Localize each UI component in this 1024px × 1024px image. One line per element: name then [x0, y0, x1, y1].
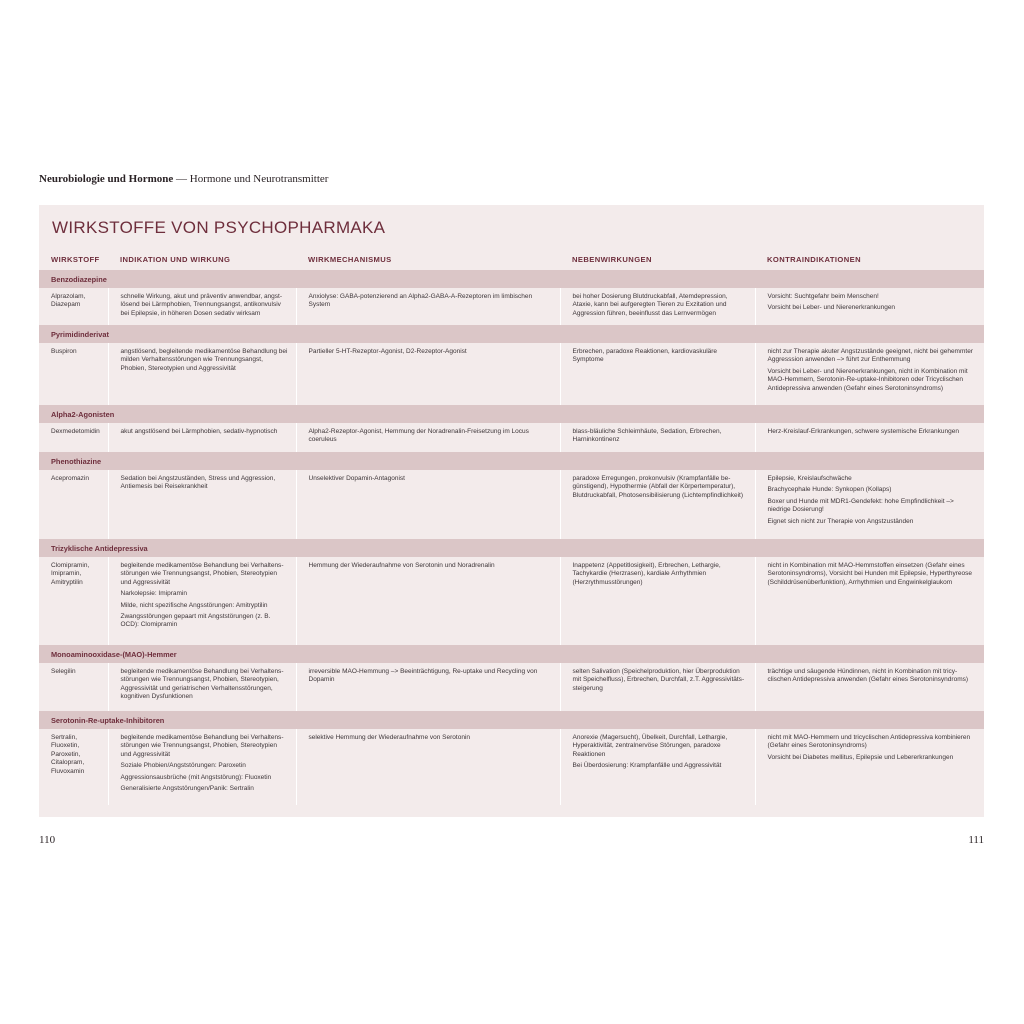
- cell-paragraph: Vorsicht: Suchtgefahr beim Menschen!: [767, 293, 879, 300]
- cell-paragraph: Boxer und Hunde mit MDR1-Gendefekt: hohe Empfindlichkeit –> niedrige Dosierung!: [767, 497, 954, 514]
- column-header-wirkstoff: WIRKSTOFF: [51, 254, 100, 264]
- category-label: Benzodiazepine: [39, 270, 984, 288]
- page-number-left: 110: [39, 834, 56, 846]
- cell-wirkstoff: [39, 288, 108, 325]
- drug-name: Dexmedetomidin: [51, 428, 100, 435]
- category-row: [39, 539, 984, 557]
- table-row: [39, 663, 984, 711]
- cell-paragraph: bei hoher Dosierung Blutdruckabfall, Atemdepression, Ataxie, kann bei aufgeregten Tieren zu Exzitation und Aggression führen, beeinflusst das Lernvermögen: [572, 293, 728, 317]
- drug-table: [39, 250, 984, 805]
- cell-indikation: [108, 663, 296, 711]
- cell-paragraph: angstlösend, begleitende medikamentöse Behandlung bei milden Verhaltensstörungen wie Trennungsangst, Phobien, Stereotypien und Aggressivität: [120, 348, 288, 372]
- table-row: [39, 423, 984, 452]
- category-row: [39, 270, 984, 288]
- cell-kontraindikationen: [755, 343, 984, 405]
- cell-indikation: [108, 729, 296, 805]
- category-label: Alpha2-Agonisten: [39, 405, 984, 423]
- cell-indikation: [108, 470, 296, 539]
- category-row: [39, 645, 984, 663]
- subsection-title: Hormone und Neurotransmitter: [189, 173, 329, 185]
- cell-paragraph: Bei Überdosierung: Krampfanfälle und Aggressivität: [572, 762, 722, 770]
- cell-paragraph: Alpha2-Rezeptor-Agonist, Hemmung der Noradrenalin-Freisetzung im Locus coeruleus: [308, 428, 529, 444]
- drug-name: Fluoxetin,: [51, 742, 80, 750]
- cell-paragraph: Aggressionsausbrüche (mit Angststörung): Fluoxetin: [120, 773, 272, 781]
- cell-nebenwirkungen: [560, 729, 755, 805]
- cell-paragraph: paradoxe Erregungen, prokonvulsiv (Krampfanfälle begünstigend), Hypothermie (Abfall der Körpertemperatur), Blutdruckabfall, Photosensibilisierung (Lichtempfindlichkeit): [572, 475, 744, 499]
- cell-wirkmechanismus: [296, 663, 560, 711]
- cell-paragraph: Epilepsie, Kreislaufschwäche: [767, 475, 852, 482]
- drug-name: Acepromazin: [51, 475, 89, 482]
- drug-name: Citalopram,: [51, 759, 85, 767]
- table-row: [39, 729, 984, 805]
- category-row: [39, 405, 984, 423]
- cell-paragraph: begleitende medikamentöse Behandlung bei Verhaltensstörungen wie Trennungsangst, Phobien, Stereotypien, Aggressivität und geriatrischen Verhaltensstörungen, kognitiven Dysfunktionen: [120, 668, 284, 701]
- cell-nebenwirkungen: [560, 343, 755, 405]
- cell-wirkmechanismus: [296, 423, 560, 452]
- cell-paragraph: akut angstlösend bei Lärmphobien, sedativ-hypnotisch: [120, 428, 278, 435]
- cell-kontraindikationen: [755, 663, 984, 711]
- cell-paragraph: Anorexie (Magersucht), Übelkeit, Durchfall, Lethargie, Hyperaktivität, zentralnervöse Störungen, paradoxe Reaktionen: [572, 734, 728, 758]
- cell-paragraph: selten Salivation (Speichelproduktion, hier Überproduktion mit Speichelfluss), Erbrechen, Durchfall, z.T. Aggressivitätssteigerung: [572, 668, 745, 692]
- cell-paragraph: Eignet sich nicht zur Therapie von Angstzuständen: [767, 517, 914, 525]
- cell-indikation: [108, 557, 296, 645]
- column-header-wirkmechanismus: WIRKMECHANISMUS: [308, 254, 392, 264]
- cell-wirkstoff: [39, 343, 108, 405]
- cell-paragraph: blass-bläuliche Schleimhäute, Sedation, Erbrechen, Harninkontinenz: [572, 428, 722, 444]
- table-row: [39, 343, 984, 405]
- cell-wirkstoff: [39, 729, 108, 805]
- cell-paragraph: Inappetenz (Appetitlosigkeit), Erbrechen, Lethargie, Tachykardie (Herzrasen), kardiale Arrhythmien (Herzrythmusstörungen): [572, 562, 721, 586]
- cell-paragraph: trächtige und säugende Hündinnen, nicht in Kombination mit tricyclischen Antidepressiva anwenden (Gefahr eines Serotoninsyndroms): [767, 668, 969, 684]
- running-head: [39, 173, 328, 185]
- section-title: Neurobiologie und Hormone: [39, 173, 174, 185]
- category-row: [39, 452, 984, 470]
- separator: —: [176, 173, 188, 185]
- cell-wirkmechanismus: [296, 729, 560, 805]
- cell-indikation: [108, 288, 296, 325]
- cell-paragraph: nicht zur Therapie akuter Angstzustände geeignet, nicht bei gehemmter Aggresssion anwenden –> führt zur Enthemmung: [767, 348, 973, 364]
- cell-nebenwirkungen: [560, 557, 755, 645]
- cell-wirkstoff: [39, 663, 108, 711]
- category-label: Monoaminooxidase-(MAO)-Hemmer: [39, 645, 984, 663]
- cell-paragraph: selektive Hemmung der Wiederaufnahme von Serotonin: [308, 734, 471, 741]
- table-row: [39, 557, 984, 645]
- category-row: [39, 325, 984, 343]
- cell-paragraph: Milde, nicht spezifische Angsstörungen: Amitryptilin: [120, 601, 268, 609]
- table-row: [39, 288, 984, 325]
- cell-kontraindikationen: [755, 288, 984, 325]
- cell-wirkmechanismus: [296, 470, 560, 539]
- drug-name: Buspiron: [51, 348, 77, 355]
- cell-paragraph: Vorsicht bei Diabetes mellitus, Epilepsie und Lebererkrankungen: [767, 753, 954, 761]
- drug-name: Alprazolam,: [51, 293, 86, 300]
- cell-wirkmechanismus: [296, 557, 560, 645]
- cell-wirkmechanismus: [296, 343, 560, 405]
- cell-paragraph: Soziale Phobien/Angststörungen: Paroxetin: [120, 762, 246, 770]
- cell-paragraph: Brachycephale Hunde: Synkopen (Kollaps): [767, 486, 892, 494]
- cell-wirkmechanismus: [296, 288, 560, 325]
- cell-paragraph: begleitende medikamentöse Behandlung bei Verhaltensstörungen wie Trennungsangst, Phobien, Stereotypien und Aggressivität: [120, 734, 284, 758]
- cell-paragraph: Hemmung der Wiederaufnahme von Serotonin und Noradrenalin: [308, 562, 495, 569]
- cell-paragraph: begleitende medikamentöse Behandlung bei Verhaltensstörungen wie Trennungsangst, Phobien, Stereotypien und Aggressivität: [120, 562, 284, 586]
- category-label: Phenothiazine: [39, 452, 984, 470]
- cell-nebenwirkungen: [560, 663, 755, 711]
- cell-indikation: [108, 343, 296, 405]
- category-label: Pyrimidinderivat: [39, 325, 984, 343]
- cell-paragraph: Erbrechen, paradoxe Reaktionen, kardiovaskuläre Symptome: [572, 348, 718, 364]
- panel-title: WIRKSTOFFE VON PSYCHOPHARMAKA: [52, 218, 386, 237]
- cell-kontraindikationen: [755, 470, 984, 539]
- cell-nebenwirkungen: [560, 423, 755, 452]
- drug-name: Paroxetin,: [51, 750, 81, 758]
- category-row: [39, 711, 984, 729]
- cell-paragraph: Anxiolyse: GABA-potenzierend an Alpha2-GABA-A-Rezeptoren im limbischen System: [308, 293, 533, 309]
- cell-paragraph: Sedation bei Angstzuständen, Stress und Aggression, Antiemesis bei Reisekrankheit: [120, 475, 276, 491]
- psychopharmaka-panel: [39, 205, 984, 817]
- cell-wirkstoff: [39, 423, 108, 452]
- drug-name: Fluvoxamin: [51, 767, 85, 775]
- cell-paragraph: Vorsicht bei Leber- und Nierenerkrankungen: [767, 304, 896, 312]
- category-label: Trizyklische Antidepressiva: [39, 539, 984, 557]
- cell-paragraph: Herz-Kreislauf-Erkrankungen, schwere systemische Erkrankungen: [767, 428, 959, 435]
- cell-paragraph: irreversible MAO-Hemmung –> Beeinträchtigung, Re-uptake und Recycling von Dopamin: [308, 668, 538, 684]
- column-header-nebenwirkungen: NEBENWIRKUNGEN: [572, 254, 652, 264]
- cell-kontraindikationen: [755, 423, 984, 452]
- table-header-row: [39, 250, 984, 270]
- drug-name: Amitryptilin: [51, 578, 83, 586]
- cell-paragraph: nicht in Kombination mit MAO-Hemmstoffen einsetzen (Gefahr eines Serotoninsyndroms), Vorsicht bei Hunden mit Epilepsie, Hyperthyreose (Schilddrüsenüberfunktion), Arrhythmien und Engwinkelglaukom: [767, 562, 972, 586]
- drug-name: Sertralin,: [51, 734, 78, 741]
- drug-name: Selegilin: [51, 668, 76, 675]
- cell-kontraindikationen: [755, 729, 984, 805]
- cell-paragraph: Unselektiver Dopamin-Antagonist: [308, 475, 405, 482]
- table-row: [39, 470, 984, 539]
- cell-paragraph: Vorsicht bei Leber- und Nierenerkrankungen, nicht in Kombination mit MAO-Hemmern, Serotonin-Re-uptake-Inhibitoren oder Tricyclischen Antidepressiva anwenden (Gefahr eines Serotoninsyndroms): [767, 367, 968, 392]
- cell-indikation: [108, 423, 296, 452]
- drug-name: Imipramin,: [51, 570, 82, 578]
- category-label: Serotonin-Re-uptake-Inhibitoren: [39, 711, 984, 729]
- cell-wirkstoff: [39, 470, 108, 539]
- cell-wirkstoff: [39, 557, 108, 645]
- cell-paragraph: Zwangsstörungen gepaart mit Angststörungen (z. B. OCD): Clomipramin: [120, 613, 271, 629]
- drug-name: Diazepam: [51, 301, 81, 309]
- cell-kontraindikationen: [755, 557, 984, 645]
- cell-paragraph: Partieller 5-HT-Rezeptor-Agonist, D2-Rezeptor-Agonist: [308, 348, 467, 355]
- cell-nebenwirkungen: [560, 470, 755, 539]
- page-number-right: 111: [968, 834, 984, 846]
- cell-paragraph: schnelle Wirkung, akut und präventiv anwendbar, angstlösend bei Lärmphobien, Trennungsangst, antikonvulsiv bei Epilepsie, in höheren Dosen sedativ wirksam: [120, 293, 283, 317]
- cell-paragraph: nicht mit MAO-Hemmern und tricyclischen Antidepressiva kombinieren (Gefahr eines Serotoninsyndroms): [767, 734, 971, 750]
- cell-paragraph: Generalisierte Angststörungen/Panik: Sertralin: [120, 785, 254, 793]
- cell-paragraph: Narkolepsie: Imipramin: [120, 590, 187, 598]
- column-header-kontraindikationen: KONTRAINDIKATIONEN: [767, 254, 861, 264]
- cell-nebenwirkungen: [560, 288, 755, 325]
- drug-name: Clomipramin,: [51, 562, 90, 569]
- column-header-indikation: INDIKATION UND WIRKUNG: [120, 254, 231, 264]
